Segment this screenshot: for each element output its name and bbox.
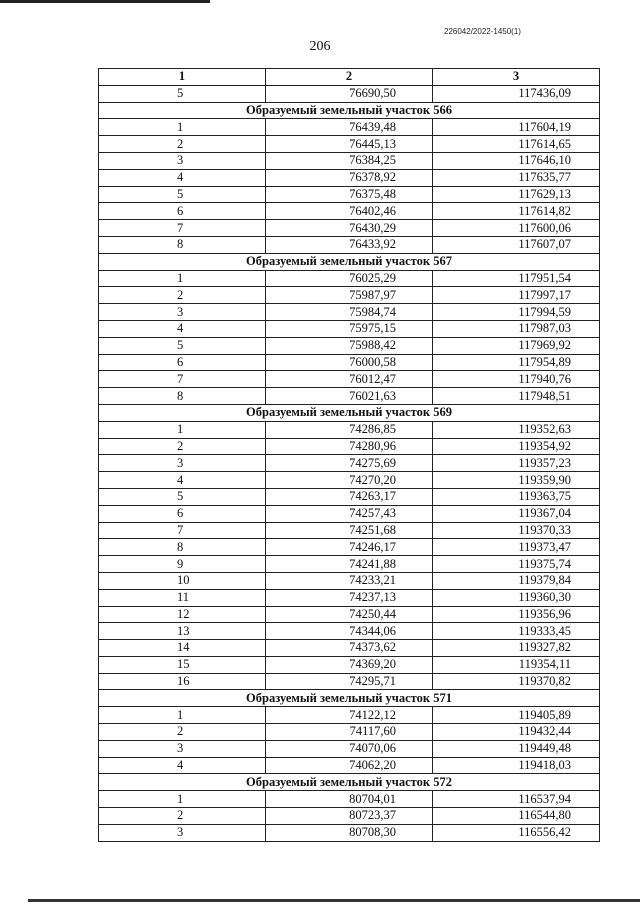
x-coordinate-cell: 74295,71: [266, 673, 433, 690]
y-coordinate-cell: 117635,77: [433, 169, 600, 186]
section-title: Образуемый земельный участок 567: [99, 253, 600, 270]
x-coordinate-cell: 74233,21: [266, 572, 433, 589]
x-coordinate-cell: 74270,20: [266, 472, 433, 489]
x-coordinate-cell: 74251,68: [266, 522, 433, 539]
point-number-cell: 8: [99, 236, 266, 253]
point-number-cell: 11: [99, 589, 266, 606]
y-coordinate-cell: 119357,23: [433, 455, 600, 472]
x-coordinate-cell: 76445,13: [266, 136, 433, 153]
table-row: [99, 203, 600, 220]
coordinates-table: [98, 68, 600, 842]
table-row: [99, 421, 600, 438]
x-coordinate-cell: 76402,46: [266, 203, 433, 220]
table-row: [99, 740, 600, 757]
section-header-row: [99, 102, 600, 119]
y-coordinate-cell: 119373,47: [433, 539, 600, 556]
y-coordinate-cell: 117969,92: [433, 337, 600, 354]
x-coordinate-cell: 74122,12: [266, 707, 433, 724]
table-row: [99, 320, 600, 337]
point-number-cell: 5: [99, 85, 266, 102]
section-header-row: [99, 774, 600, 791]
y-coordinate-cell: 117948,51: [433, 388, 600, 405]
x-coordinate-cell: 76433,92: [266, 236, 433, 253]
x-coordinate-cell: 74344,06: [266, 623, 433, 640]
y-coordinate-cell: 117629,13: [433, 186, 600, 203]
section-header-row: [99, 253, 600, 270]
table-row: [99, 337, 600, 354]
table-row: [99, 371, 600, 388]
table-row: [99, 152, 600, 169]
y-coordinate-cell: 117987,03: [433, 320, 600, 337]
x-coordinate-cell: 75984,74: [266, 304, 433, 321]
x-coordinate-cell: 74241,88: [266, 556, 433, 573]
document-number: 226042/2022-1450(1): [444, 27, 521, 36]
x-coordinate-cell: 76378,92: [266, 169, 433, 186]
x-coordinate-cell: 76690,50: [266, 85, 433, 102]
y-coordinate-cell: 117436,09: [433, 85, 600, 102]
point-number-cell: 1: [99, 119, 266, 136]
point-number-cell: 3: [99, 304, 266, 321]
point-number-cell: 15: [99, 656, 266, 673]
y-coordinate-cell: 119405,89: [433, 707, 600, 724]
x-coordinate-cell: 76012,47: [266, 371, 433, 388]
point-number-cell: 2: [99, 438, 266, 455]
point-number-cell: 16: [99, 673, 266, 690]
x-coordinate-cell: 74263,17: [266, 488, 433, 505]
section-header-row: [99, 404, 600, 421]
x-coordinate-cell: 74250,44: [266, 606, 433, 623]
x-coordinate-cell: 74117,60: [266, 724, 433, 741]
table-row: [99, 169, 600, 186]
x-coordinate-cell: 76000,58: [266, 354, 433, 371]
y-coordinate-cell: 117997,17: [433, 287, 600, 304]
point-number-cell: 12: [99, 606, 266, 623]
y-coordinate-cell: 119370,82: [433, 673, 600, 690]
table-row: [99, 724, 600, 741]
x-coordinate-cell: 74237,13: [266, 589, 433, 606]
x-coordinate-cell: 74373,62: [266, 640, 433, 657]
table-row: [99, 236, 600, 253]
y-coordinate-cell: 117646,10: [433, 152, 600, 169]
point-number-cell: 13: [99, 623, 266, 640]
x-coordinate-cell: 74257,43: [266, 505, 433, 522]
table-row: [99, 808, 600, 825]
top-scan-line: [0, 0, 640, 3]
x-coordinate-cell: 74369,20: [266, 656, 433, 673]
table-row: [99, 606, 600, 623]
point-number-cell: 5: [99, 488, 266, 505]
table-row: [99, 673, 600, 690]
point-number-cell: 2: [99, 808, 266, 825]
y-coordinate-cell: 119432,44: [433, 724, 600, 741]
y-coordinate-cell: 119356,96: [433, 606, 600, 623]
table-row: [99, 304, 600, 321]
point-number-cell: 5: [99, 337, 266, 354]
table-row: [99, 656, 600, 673]
y-coordinate-cell: 117994,59: [433, 304, 600, 321]
section-title: Образуемый земельный участок 572: [99, 774, 600, 791]
table-row: [99, 572, 600, 589]
x-coordinate-cell: 74275,69: [266, 455, 433, 472]
x-coordinate-cell: 74246,17: [266, 539, 433, 556]
table-row: [99, 119, 600, 136]
point-number-cell: 2: [99, 287, 266, 304]
y-coordinate-cell: 117940,76: [433, 371, 600, 388]
point-number-cell: 7: [99, 522, 266, 539]
y-coordinate-cell: 119363,75: [433, 488, 600, 505]
table-row: [99, 438, 600, 455]
table-row: [99, 589, 600, 606]
table-row: [99, 505, 600, 522]
point-number-cell: 5: [99, 186, 266, 203]
y-coordinate-cell: 119354,11: [433, 656, 600, 673]
table-row: [99, 522, 600, 539]
x-coordinate-cell: 76025,29: [266, 270, 433, 287]
point-number-cell: 6: [99, 203, 266, 220]
y-coordinate-cell: 119327,82: [433, 640, 600, 657]
section-title: Образуемый земельный участок 566: [99, 102, 600, 119]
page-number: 206: [309, 39, 331, 54]
point-number-cell: 2: [99, 136, 266, 153]
table-row: [99, 640, 600, 657]
x-coordinate-cell: 76375,48: [266, 186, 433, 203]
x-coordinate-cell: 74062,20: [266, 757, 433, 774]
section-title: Образуемый земельный участок 571: [99, 690, 600, 707]
y-coordinate-cell: 119333,45: [433, 623, 600, 640]
bottom-scan-line: [28, 899, 640, 902]
point-number-cell: 14: [99, 640, 266, 657]
point-number-cell: 3: [99, 152, 266, 169]
y-coordinate-cell: 116537,94: [433, 791, 600, 808]
y-coordinate-cell: 119370,33: [433, 522, 600, 539]
point-number-cell: 4: [99, 320, 266, 337]
point-number-cell: 8: [99, 539, 266, 556]
column-header: 1: [99, 69, 266, 86]
point-number-cell: 4: [99, 757, 266, 774]
table-row: [99, 220, 600, 237]
point-number-cell: 1: [99, 707, 266, 724]
y-coordinate-cell: 119367,04: [433, 505, 600, 522]
point-number-cell: 1: [99, 421, 266, 438]
x-coordinate-cell: 80708,30: [266, 824, 433, 841]
point-number-cell: 3: [99, 455, 266, 472]
y-coordinate-cell: 117607,07: [433, 236, 600, 253]
table-row: [99, 354, 600, 371]
x-coordinate-cell: 74286,85: [266, 421, 433, 438]
point-number-cell: 6: [99, 505, 266, 522]
x-coordinate-cell: 75988,42: [266, 337, 433, 354]
y-coordinate-cell: 119418,03: [433, 757, 600, 774]
point-number-cell: 9: [99, 556, 266, 573]
x-coordinate-cell: 76439,48: [266, 119, 433, 136]
x-coordinate-cell: 80723,37: [266, 808, 433, 825]
y-coordinate-cell: 119360,30: [433, 589, 600, 606]
x-coordinate-cell: 76384,25: [266, 152, 433, 169]
y-coordinate-cell: 119359,90: [433, 472, 600, 489]
y-coordinate-cell: 116544,80: [433, 808, 600, 825]
y-coordinate-cell: 117614,82: [433, 203, 600, 220]
point-number-cell: 8: [99, 388, 266, 405]
section-title: Образуемый земельный участок 569: [99, 404, 600, 421]
y-coordinate-cell: 117600,06: [433, 220, 600, 237]
y-coordinate-cell: 117954,89: [433, 354, 600, 371]
table-row: [99, 287, 600, 304]
point-number-cell: 1: [99, 791, 266, 808]
table-row: [99, 757, 600, 774]
x-coordinate-cell: 74070,06: [266, 740, 433, 757]
table-row: [99, 388, 600, 405]
x-coordinate-cell: 74280,96: [266, 438, 433, 455]
table-row: [99, 707, 600, 724]
x-coordinate-cell: 75987,97: [266, 287, 433, 304]
y-coordinate-cell: 119352,63: [433, 421, 600, 438]
table-body: [99, 85, 600, 841]
point-number-cell: 3: [99, 824, 266, 841]
y-coordinate-cell: 119375,74: [433, 556, 600, 573]
table-row: [99, 539, 600, 556]
point-number-cell: 3: [99, 740, 266, 757]
y-coordinate-cell: 119379,84: [433, 572, 600, 589]
table-row: [99, 136, 600, 153]
column-header: 2: [266, 69, 433, 86]
x-coordinate-cell: 80704,01: [266, 791, 433, 808]
y-coordinate-cell: 119354,92: [433, 438, 600, 455]
section-header-row: [99, 690, 600, 707]
point-number-cell: 6: [99, 354, 266, 371]
point-number-cell: 1: [99, 270, 266, 287]
point-number-cell: 7: [99, 371, 266, 388]
y-coordinate-cell: 119449,48: [433, 740, 600, 757]
y-coordinate-cell: 117951,54: [433, 270, 600, 287]
table-row: [99, 186, 600, 203]
table-row: [99, 488, 600, 505]
x-coordinate-cell: 76021,63: [266, 388, 433, 405]
point-number-cell: 7: [99, 220, 266, 237]
table-row: [99, 270, 600, 287]
x-coordinate-cell: 76430,29: [266, 220, 433, 237]
table-row: [99, 85, 600, 102]
table-row: [99, 791, 600, 808]
point-number-cell: 4: [99, 169, 266, 186]
table-row: [99, 455, 600, 472]
table-row: [99, 623, 600, 640]
y-coordinate-cell: 117614,65: [433, 136, 600, 153]
x-coordinate-cell: 75975,15: [266, 320, 433, 337]
table-row: [99, 556, 600, 573]
point-number-cell: 4: [99, 472, 266, 489]
table-header-row: [99, 69, 600, 86]
point-number-cell: 10: [99, 572, 266, 589]
table-row: [99, 824, 600, 841]
y-coordinate-cell: 116556,42: [433, 824, 600, 841]
point-number-cell: 2: [99, 724, 266, 741]
table-row: [99, 472, 600, 489]
column-header: 3: [433, 69, 600, 86]
y-coordinate-cell: 117604,19: [433, 119, 600, 136]
